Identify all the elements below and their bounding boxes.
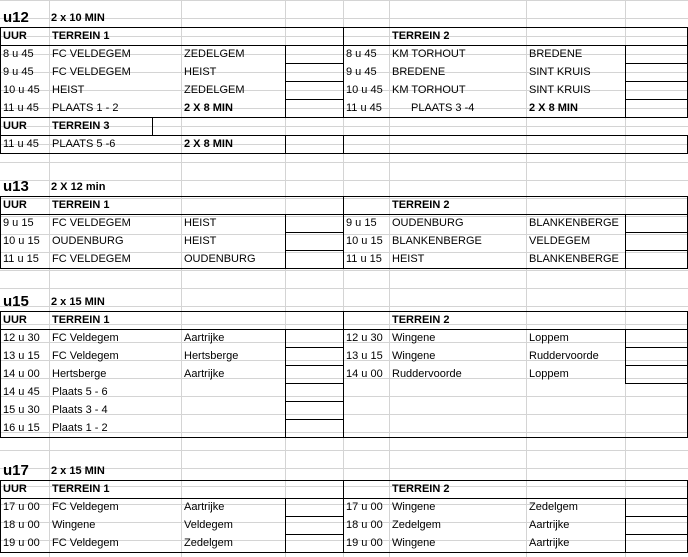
table-row (0, 498, 688, 516)
away-team-cell[interactable]: Zedelgem (184, 537, 233, 549)
time-cell-terrein-1[interactable]: 9 u 45 (3, 66, 34, 78)
grid-row-line (0, 288, 688, 289)
time-cell-terrein-2[interactable]: 8 u 45 (346, 48, 377, 60)
time-cell-terrein-2[interactable]: 13 u 15 (346, 350, 383, 362)
time-cell-terrein-2[interactable]: 14 u 00 (346, 368, 383, 380)
time-cell-terrein-2[interactable]: 11 u 15 (346, 253, 382, 265)
home-team-cell[interactable]: Plaats 1 - 2 (52, 422, 108, 434)
header-terrein-1[interactable]: TERREIN 1 (52, 483, 110, 495)
grid-row-line (0, 450, 688, 451)
away-team-cell[interactable]: ZEDELGEM (184, 84, 245, 96)
home-team-cell[interactable]: FC Veldegem (52, 350, 119, 362)
time-cell-terrein-2[interactable]: 18 u 00 (346, 519, 383, 531)
away-team-cell[interactable]: VELDEGEM (529, 235, 591, 247)
time-cell-terrein-1[interactable]: 11 u 15 (3, 253, 39, 265)
away-team-cell[interactable]: BREDENE (529, 48, 583, 60)
away-team-cell[interactable]: Aartrijke (529, 519, 570, 531)
time-cell-terrein-3[interactable]: 11 u 45 (3, 138, 39, 150)
away-team-cell[interactable]: Aartrijke (184, 332, 225, 344)
away-team-cell[interactable] (526, 401, 625, 419)
home-team-cell[interactable]: Zedelgem (392, 519, 441, 531)
time-cell-terrein-2[interactable]: 10 u 15 (346, 235, 383, 247)
table-row (0, 419, 688, 437)
section-title-row (0, 293, 688, 311)
away-team-cell[interactable]: SINT KRUIS (529, 66, 591, 78)
time-cell-terrein-2[interactable]: 10 u 45 (346, 84, 383, 96)
away-team-cell[interactable]: 2 X 8 MIN (529, 102, 578, 114)
header-uur[interactable]: UUR (3, 199, 27, 211)
away-team-cell[interactable]: 2 X 8 MIN (184, 102, 233, 114)
header-terrein-2[interactable]: TERREIN 2 (392, 30, 450, 42)
time-cell-terrein-1[interactable]: 8 u 45 (3, 48, 34, 60)
time-cell-terrein-1[interactable]: 9 u 15 (3, 217, 34, 229)
table-row (0, 63, 688, 81)
table-header-row (0, 27, 688, 45)
away-team-cell[interactable]: Loppem (529, 332, 569, 344)
time-cell-terrein-1[interactable]: 18 u 00 (3, 519, 40, 531)
time-cell-terrein-1[interactable]: 10 u 45 (3, 84, 40, 96)
table-row (0, 534, 688, 552)
home-team-cell[interactable]: Plaats 3 - 4 (52, 404, 108, 416)
away-team-cell[interactable]: HEIST (184, 217, 217, 229)
time-cell-terrein-2[interactable] (343, 401, 389, 419)
table-row (0, 347, 688, 365)
grid-row-line (0, 162, 688, 163)
table-row (0, 214, 688, 232)
header-terrein-1[interactable]: TERREIN 1 (52, 199, 110, 211)
time-cell-terrein-1[interactable]: 14 u 00 (3, 368, 40, 380)
time-cell-terrein-2[interactable]: 19 u 00 (346, 537, 383, 549)
home-team-cell[interactable]: OUDENBURG (392, 217, 464, 229)
table-header-row (0, 480, 688, 498)
away-team-cell[interactable]: ZEDELGEM (184, 48, 245, 60)
away-team-cell[interactable]: Aartrijke (184, 501, 225, 513)
away-team-cell[interactable] (181, 383, 285, 401)
away-team-cell[interactable]: Ruddervoorde (529, 350, 599, 362)
section-title-row (0, 9, 688, 27)
header-uur[interactable]: UUR (3, 120, 27, 132)
table-row (0, 250, 688, 268)
table-header-row (0, 311, 688, 329)
match-duration-label[interactable]: 2 x 15 MIN (51, 465, 105, 477)
table-row (0, 401, 688, 419)
away-team-cell[interactable]: BLANKENBERGE (529, 253, 619, 265)
time-cell-terrein-1[interactable]: 11 u 45 (3, 102, 39, 114)
header-terrein-3[interactable]: TERREIN 3 (52, 120, 110, 132)
home-team-cell[interactable]: FC VELDEGEM (52, 217, 131, 229)
time-cell-terrein-2[interactable]: 9 u 45 (346, 66, 377, 78)
table-row (0, 329, 688, 347)
section-title-row (0, 462, 688, 480)
age-group-title[interactable]: u13 (3, 178, 29, 195)
time-cell-terrein-2[interactable] (343, 383, 389, 401)
home-team-cell[interactable]: OUDENBURG (52, 235, 124, 247)
home-team-cell[interactable]: BREDENE (392, 66, 446, 78)
table-row (0, 383, 688, 401)
time-cell-terrein-1[interactable]: 16 u 15 (3, 422, 40, 434)
home-team-cell[interactable]: Wingene (392, 332, 436, 344)
time-cell-terrein-1[interactable]: 19 u 00 (3, 537, 40, 549)
grid-row-line (0, 0, 688, 1)
table-row (0, 99, 688, 117)
home-team-cell[interactable]: Wingene (52, 519, 96, 531)
away-team-cell[interactable]: BLANKENBERGE (529, 217, 619, 229)
header-terrein-2[interactable]: TERREIN 2 (392, 483, 450, 495)
header-terrein-1[interactable]: TERREIN 1 (52, 30, 110, 42)
time-cell-terrein-1[interactable]: 13 u 15 (3, 350, 40, 362)
away-team-cell[interactable]: HEIST (184, 66, 217, 78)
home-team-cell[interactable]: Ruddervoorde (392, 368, 462, 380)
home-team-cell[interactable]: FC Veldegem (52, 332, 119, 344)
age-group-title[interactable]: u12 (3, 9, 29, 26)
grid-row-line (0, 270, 688, 271)
away-team-cell[interactable]: OUDENBURG (184, 253, 256, 265)
age-group-title[interactable]: u15 (3, 293, 29, 310)
table-row (0, 365, 688, 383)
time-cell-terrein-1[interactable]: 10 u 15 (3, 235, 40, 247)
header-uur[interactable]: UUR (3, 30, 27, 42)
home-team-cell[interactable]: FC VELDEGEM (52, 253, 131, 265)
home-team-cell[interactable]: PLAATS 1 - 2 (52, 102, 119, 114)
home-team-cell[interactable] (389, 419, 526, 437)
home-team-cell[interactable]: FC VELDEGEM (52, 48, 131, 60)
away-team-cell[interactable] (526, 383, 625, 401)
home-team-cell[interactable]: FC Veldegem (52, 537, 119, 549)
home-team-cell[interactable]: Wingene (392, 537, 436, 549)
match-duration-label[interactable]: 2 X 12 min (51, 181, 106, 193)
home-team-cell[interactable]: PLAATS 5 -6 (52, 138, 116, 150)
time-cell-terrein-1[interactable]: 17 u 00 (3, 501, 40, 513)
age-group-title[interactable]: u17 (3, 462, 29, 479)
away-team-cell[interactable] (181, 401, 285, 419)
table-row (0, 516, 688, 534)
home-team-cell[interactable]: FC VELDEGEM (52, 66, 131, 78)
home-team-cell[interactable]: Wingene (392, 350, 436, 362)
away-team-cell[interactable]: Zedelgem (529, 501, 578, 513)
table-header-row (0, 196, 688, 214)
header-uur[interactable]: UUR (3, 314, 27, 326)
home-team-cell[interactable]: HEIST (392, 253, 425, 265)
table-row (0, 81, 688, 99)
time-cell-terrein-2[interactable] (343, 419, 389, 437)
terrein-divider (343, 480, 344, 553)
time-cell-terrein-2[interactable]: 17 u 00 (346, 501, 383, 513)
away-team-cell[interactable]: HEIST (184, 235, 217, 247)
away-team-cell[interactable]: Aartrijke (184, 368, 225, 380)
terrein-divider (343, 311, 344, 438)
time-cell-terrein-1[interactable]: 15 u 30 (3, 404, 40, 416)
table-row (0, 45, 688, 63)
match-duration-label[interactable]: 2 x 10 MIN (51, 12, 105, 24)
match-duration-label[interactable]: 2 x 15 MIN (51, 296, 105, 308)
home-team-cell[interactable]: HEIST (52, 84, 85, 96)
terrein-divider (343, 196, 344, 269)
away-team-cell[interactable]: Loppem (529, 368, 569, 380)
home-team-cell[interactable] (389, 401, 526, 419)
table-row (0, 135, 688, 153)
section-title-row (0, 178, 688, 196)
away-team-cell[interactable]: Veldegem (184, 519, 233, 531)
terrein-divider (343, 27, 344, 118)
home-team-cell[interactable]: PLAATS 3 -4 (411, 102, 475, 114)
away-team-cell[interactable] (181, 419, 285, 437)
home-team-cell[interactable]: BLANKENBERGE (392, 235, 482, 247)
time-cell-terrein-2[interactable]: 11 u 45 (346, 102, 382, 114)
away-team-cell[interactable]: SINT KRUIS (529, 84, 591, 96)
away-team-cell[interactable]: Hertsberge (184, 350, 239, 362)
home-team-cell[interactable]: KM TORHOUT (392, 84, 466, 96)
time-cell-terrein-1[interactable]: 12 u 30 (3, 332, 40, 344)
away-team-cell[interactable] (526, 419, 625, 437)
away-team-cell[interactable]: Aartrijke (529, 537, 570, 549)
time-cell-terrein-1[interactable]: 14 u 45 (3, 386, 40, 398)
header-terrein-2[interactable]: TERREIN 2 (392, 314, 450, 326)
table-row (0, 232, 688, 250)
away-team-cell[interactable]: 2 X 8 MIN (184, 138, 233, 150)
home-team-cell[interactable]: Plaats 5 - 6 (52, 386, 108, 398)
home-team-cell[interactable]: Hertsberge (52, 368, 107, 380)
home-team-cell[interactable]: Wingene (392, 501, 436, 513)
home-team-cell[interactable]: FC Veldegem (52, 501, 119, 513)
terrein-3-header-row (0, 117, 688, 135)
time-cell-terrein-2[interactable]: 12 u 30 (346, 332, 383, 344)
time-cell-terrein-2[interactable]: 9 u 15 (346, 217, 377, 229)
home-team-cell[interactable] (389, 383, 526, 401)
header-terrein-2[interactable]: TERREIN 2 (392, 199, 450, 211)
header-uur[interactable]: UUR (3, 483, 27, 495)
home-team-cell[interactable]: KM TORHOUT (392, 48, 466, 60)
header-terrein-1[interactable]: TERREIN 1 (52, 314, 110, 326)
